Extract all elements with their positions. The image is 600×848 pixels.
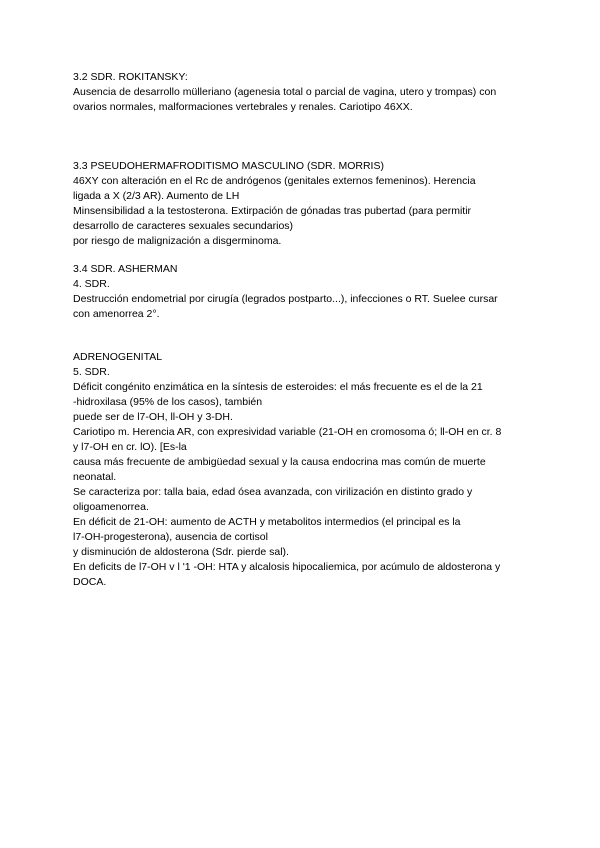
section-morris <box>73 159 543 249</box>
text-line: y l7-OH en cr. lO). [Es-la <box>73 441 187 453</box>
text-line: Destrucción endometrial por cirugía (legrados postparto...), infecciones o RT. Suelee cursar <box>73 293 498 305</box>
text-line: oligoamenorrea. <box>73 501 149 513</box>
text-line: Cariotipo m. Herencia AR, con expresividad variable (21-OH en cromosoma ó; ll-OH en cr. 8 <box>73 426 502 438</box>
text-line: neonatal. <box>73 471 117 483</box>
section-asherman <box>73 262 543 322</box>
text-line: Ausencia de desarrollo mülleriano (agenesia total o parcial de vagina, utero y trompas) con <box>73 86 497 98</box>
section-rokitansky <box>73 70 543 115</box>
text-line: puede ser de l7-OH, ll-OH y 3-DH. <box>73 411 233 423</box>
text-line: ovarios normales, malformaciones vertebrales y renales. Cariotipo 46XX. <box>73 101 413 113</box>
text-line: Se caracteriza por: talla baia, edad ósea avanzada, con virilización en distinto grado y <box>73 486 473 498</box>
text-line: con amenorrea 2°. <box>73 308 160 320</box>
text-line: DOCA. <box>73 576 107 588</box>
section-heading: 3.3 PSEUDOHERMAFRODITISMO MASCULINO (SDR. MORRIS) <box>73 160 384 172</box>
text-line: por riesgo de malignización a disgerminoma. <box>73 235 282 247</box>
text-line: Déficit congénito enzimática en la síntesis de esteroides: el más frecuente es el de la 21 <box>73 381 483 393</box>
text-line: causa más frecuente de ambigüedad sexual y la causa endocrina mas común de muerte <box>73 456 486 468</box>
text-line: En déficit de 21-OH: aumento de ACTH y metabolitos intermedios (el principal es la <box>73 516 461 528</box>
text-line: ligada a X (2/3 AR). Aumento de LH <box>73 190 240 202</box>
section-heading: 3.4 SDR. ASHERMAN <box>73 263 178 275</box>
text-line: desarrollo de caracteres sexuales secundarios) <box>73 220 294 232</box>
text-line: En deficits de l7-OH v l '1 -OH: HTA y alcalosis hipocaliemica, por acúmulo de aldosterona y <box>73 561 501 573</box>
text-line: y disminución de aldosterona (Sdr. pierde sal). <box>73 546 289 558</box>
text-line: 46XY con alteración en el Rc de andrógenos (genitales externos femeninos). Herencia <box>73 175 476 187</box>
section-adrenogenital <box>73 350 543 590</box>
text-line: 4. SDR. <box>73 278 110 290</box>
section-heading: ADRENOGENITAL <box>73 351 163 363</box>
section-heading: 3.2 SDR. ROKITANSKY: <box>73 71 188 83</box>
text-line: Minsensibilidad a la testosterona. Extirpación de gónadas tras pubertad (para permitir <box>73 205 472 217</box>
text-line: l7-OH-progesterona), ausencia de cortisol <box>73 531 268 543</box>
text-line: -hidroxilasa (95% de los casos), también <box>73 396 263 408</box>
text-line: 5. SDR. <box>73 366 110 378</box>
